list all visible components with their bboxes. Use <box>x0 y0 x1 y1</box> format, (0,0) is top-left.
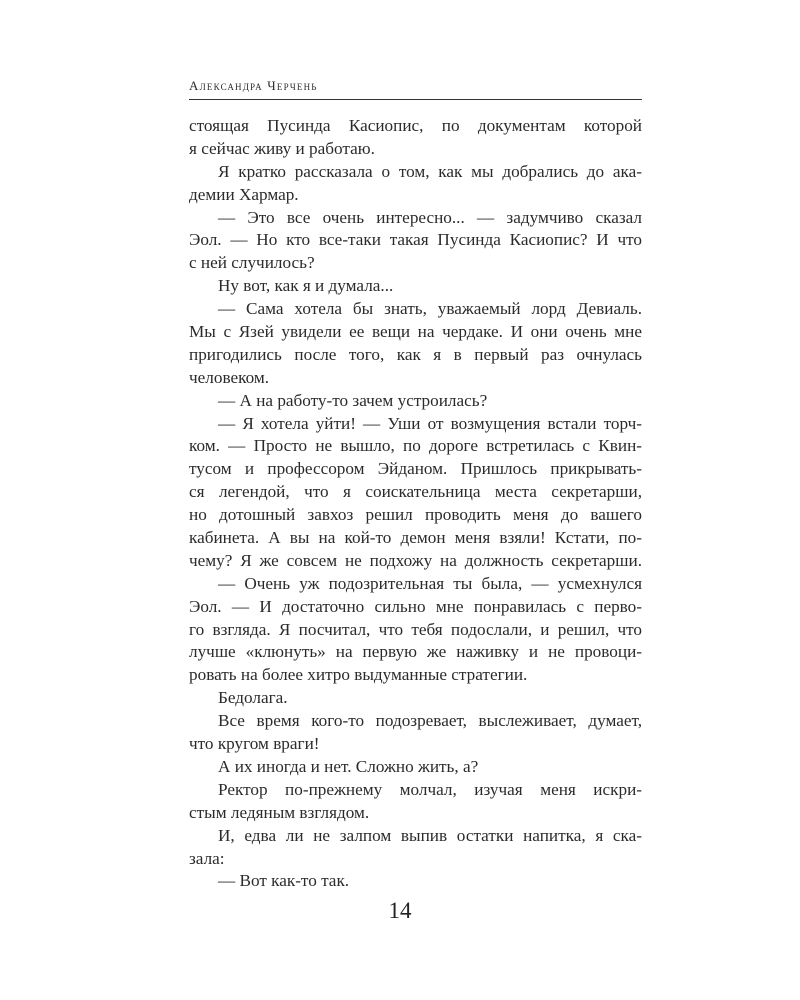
text-line: ся легендой, что я соискательница места секретарши, <box>189 482 642 502</box>
text-line: что кругом враги! <box>189 734 320 754</box>
text-line: Эол. — Но кто все-таки такая Пусинда Касиопис? И что <box>189 230 642 250</box>
text-line: я сейчас живу и работаю. <box>189 138 375 158</box>
body-text <box>189 115 642 893</box>
text-line: чему? Я же совсем не подхожу на должность секретарши. <box>189 550 642 570</box>
text-line: но дотошный завхоз решил проводить меня до вашего <box>189 505 642 525</box>
text-line: стоящая Пусинда Касиопис, по документам которой <box>189 116 642 135</box>
text-line: зала: <box>189 848 225 868</box>
text-line: — Это все очень интересно... — задумчиво сказал <box>218 207 642 227</box>
text-line: — Я хотела уйти! — Уши от возмущения встали торч- <box>218 413 642 433</box>
page-number: 14 <box>388 898 412 923</box>
text-line: Ну вот, как я и думала... <box>218 276 394 296</box>
text-line: пригодились после того, как я в первый раз очнулась <box>189 344 642 364</box>
text-line: — Сама хотела бы знать, уважаемый лорд Девиаль. <box>218 299 642 319</box>
text-line: — А на работу-то зачем устроилась? <box>218 390 488 410</box>
text-line: человеком. <box>189 367 270 387</box>
text-line: Я кратко рассказала о том, как мы добрались до ака- <box>218 161 642 181</box>
text-line: стым ледяным взглядом. <box>189 802 370 822</box>
text-line: Ректор по-прежнему молчал, изучая меня искри- <box>218 779 642 799</box>
text-line: с ней случилось? <box>189 253 315 273</box>
text-line: кабинета. А вы на кой-то демон меня взяли! Кстати, по- <box>189 528 642 548</box>
text-line: Эол. — И достаточно сильно мне понравилась с перво- <box>189 596 642 616</box>
text-line: демии Хармар. <box>189 184 299 204</box>
text-line: Мы с Язей увидели ее вещи на чердаке. И они очень мне <box>189 322 642 342</box>
text-line: лучше «клюнуть» на первую же наживку и не провоци- <box>189 642 642 662</box>
text-line: ком. — Просто не вышло, по дороге встретилась с Квин- <box>189 436 642 456</box>
text-line: И, едва ли не залпом выпив остатки напитка, я ска- <box>218 825 642 845</box>
text-line: го взгляда. Я посчитал, что тебя подослали, и решил, что <box>189 619 642 639</box>
text-line: Все время кого-то подозревает, выслеживает, думает, <box>218 711 642 731</box>
text-line: — Вот как-то так. <box>218 871 350 891</box>
text-line: ровать на более хитро выдуманные стратегии. <box>189 665 528 685</box>
running-header-author: Александра Черчень <box>189 78 318 93</box>
header-rule <box>189 99 642 100</box>
text-line: тусом и профессором Эйданом. Пришлось прикрывать- <box>189 459 642 479</box>
text-line: А их иногда и нет. Сложно жить, а? <box>218 756 479 776</box>
text-line: Бедолага. <box>218 688 288 708</box>
text-line: — Очень уж подозрительная ты была, — усмехнулся <box>218 573 642 593</box>
